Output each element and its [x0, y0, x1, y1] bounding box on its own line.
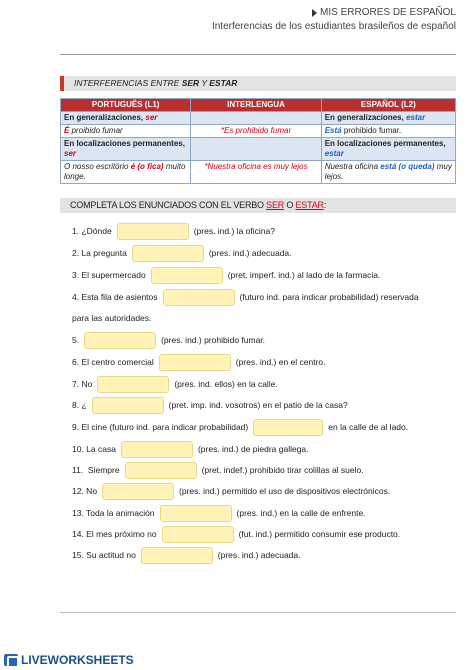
exercise-3 [72, 266, 380, 284]
table-row [61, 125, 456, 138]
exercise-2 [72, 244, 292, 262]
exercise-text: (pres. ind. ellos) en la calle. [174, 379, 278, 389]
cell-pt-example1 [61, 125, 191, 138]
exercise-7 [72, 375, 278, 393]
header-divider [60, 54, 456, 55]
text: está (o queda) [380, 162, 435, 171]
exercise-1 [72, 222, 275, 240]
header-subtitle: Interferencias de los estudiantes brasileños de español [211, 21, 456, 32]
table-row [61, 112, 456, 125]
col-header-portugues: PORTUGUÊS (L1) [61, 99, 191, 112]
exercise-5 [72, 331, 265, 349]
section2-estar: ESTAR [295, 200, 324, 210]
cell-es-example2 [321, 161, 455, 184]
exercise-text: 10. La casa [72, 444, 116, 454]
exercise-text: 15. Su actitud no [72, 550, 136, 560]
text: proibido fumar [69, 126, 123, 135]
exercise-text: (fut. ind.) permitido consumir ese producto. [238, 529, 401, 539]
section1-and: Y [199, 78, 210, 88]
exercise-4-cont [72, 309, 151, 327]
cell-empty [191, 138, 321, 161]
text: muy lejos. [324, 162, 452, 181]
answer-input-2[interactable] [132, 245, 204, 262]
table-row [61, 161, 456, 184]
answer-input-15[interactable] [141, 547, 213, 564]
exercise-text: para las autoridades. [72, 313, 152, 323]
table-header-row [61, 99, 456, 112]
col-header-interlengua: INTERLENGUA [191, 99, 321, 112]
cell-pt-rule1 [61, 112, 191, 125]
exercise-text: (pret. imp. ind. vosotros) en el patio de la casa? [168, 400, 348, 410]
answer-input-9[interactable] [253, 419, 323, 436]
exercise-text: (pres. ind.) en la calle de enfrente. [236, 508, 366, 518]
section1-estar: ESTAR [209, 78, 238, 88]
section2-o: O [284, 200, 296, 210]
liveworksheets-brand: LIVEWORKSHEETS [21, 653, 134, 667]
exercise-text: en la calle de al lado. [328, 422, 409, 432]
exercise-14 [72, 525, 400, 543]
exercise-text: 2. La pregunta [72, 248, 127, 258]
text: estar [324, 149, 344, 158]
exercise-text: (pres. ind.) permitido el uso de dispositivos electrónicos. [179, 486, 391, 496]
header-title: MIS ERRORES DE ESPAÑOL [320, 7, 456, 18]
answer-input-14[interactable] [162, 526, 234, 543]
exercise-11 [72, 461, 364, 479]
exercise-text: (futuro ind. para indicar probabilidad) reservada [239, 292, 419, 302]
exercise-text: (pres. ind.) de piedra gallega. [197, 444, 309, 454]
section2-suffix: : [323, 200, 327, 210]
exercise-text: (pres. ind.) en el centro. [235, 357, 326, 367]
exercise-4 [72, 288, 419, 306]
exercise-15 [72, 546, 301, 564]
cell-pt-example2 [61, 161, 191, 184]
answer-input-1[interactable] [117, 223, 189, 240]
exercise-text: 6. El centro comercial [72, 357, 154, 367]
answer-input-13[interactable] [160, 505, 232, 522]
text: Nuestra oficina [324, 162, 381, 171]
exercise-text: 3. El supermercado [72, 270, 146, 280]
cell-es-example1 [321, 125, 455, 138]
cell-es-rule2 [321, 138, 455, 161]
liveworksheets-logo[interactable] [4, 653, 134, 667]
exercise-text: 12. No [72, 486, 98, 496]
exercise-6 [72, 353, 326, 371]
cell-empty [191, 112, 321, 125]
answer-input-4[interactable] [163, 289, 235, 306]
exercise-text: 9. El cine (futuro ind. para indicar probabilidad) [72, 422, 249, 432]
answer-input-10[interactable] [121, 441, 193, 458]
exercise-text: (pret. indef.) prohibido tirar colillas al suelo. [201, 465, 364, 475]
section1-prefix: INTERFERENCIAS ENTRE [74, 78, 182, 88]
cell-inter-example1: *Es prohibido fumar [191, 125, 321, 138]
cell-es-rule1 [321, 112, 455, 125]
exercise-10 [72, 440, 309, 458]
exercise-8 [72, 396, 348, 414]
answer-input-6[interactable] [159, 354, 231, 371]
exercise-12 [72, 482, 390, 500]
exercise-9 [72, 418, 408, 436]
section2-prefix: COMPLETA LOS ENUNCIADOS CON EL VERBO [70, 200, 267, 210]
exercise-text: (pres. ind.) prohibido fumar. [161, 335, 266, 345]
exercise-text: 4. Esta fila de asientos [72, 292, 158, 302]
text: En generalizaciones, [324, 113, 407, 122]
section-title-completa [60, 198, 456, 213]
text: En localizaciones permanentes, [324, 139, 446, 148]
cell-pt-rule2 [61, 138, 191, 161]
page-header [212, 6, 456, 33]
answer-input-5[interactable] [84, 332, 156, 349]
liveworksheets-logo-icon [4, 654, 18, 666]
footer-divider [60, 612, 456, 613]
exercise-text: 14. El mes próximo no [72, 529, 157, 539]
text: muito longe. [64, 162, 186, 181]
header-title-row [212, 6, 456, 20]
col-header-espanol: ESPAÑOL (L2) [321, 99, 455, 112]
text: É [64, 126, 70, 135]
exercise-text: (pres. ind.) adecuada. [208, 248, 292, 258]
exercise-text: (pres. ind.) adecuada. [217, 550, 301, 560]
table-row [61, 138, 456, 161]
answer-input-12[interactable] [102, 483, 174, 500]
text: é (o fica) [130, 162, 164, 171]
exercise-text: (pret. imperf. ind.) al lado de la farmacia. [227, 270, 381, 280]
text: ser [145, 113, 158, 122]
cell-inter-example2: *Nuestra oficina es muy lejos [191, 161, 321, 184]
play-triangle-icon [312, 9, 317, 17]
answer-input-8[interactable] [92, 397, 164, 414]
exercise-text: 5. [72, 335, 80, 345]
section1-ser: SER [181, 78, 200, 88]
answer-input-11[interactable] [125, 462, 197, 479]
exercise-text: 1. ¿Dónde [72, 226, 112, 236]
interference-table [60, 98, 456, 184]
exercise-text: (pres. ind.) la oficina? [193, 226, 275, 236]
text: Está [324, 126, 342, 135]
exercise-text: 11. Siempre [72, 465, 120, 475]
text: estar [406, 113, 426, 122]
text: ser [64, 149, 77, 158]
text: prohibido fumar. [341, 126, 402, 135]
exercise-13 [72, 504, 366, 522]
text: En localizaciones permanentes, [64, 139, 185, 148]
answer-input-7[interactable] [97, 376, 169, 393]
exercise-text: 8. ¿ [72, 400, 87, 410]
section-title-interferencias [60, 76, 456, 91]
exercise-text: 7. No [72, 379, 93, 389]
exercise-text: 13. Toda la animación [72, 508, 155, 518]
text: En generalizaciones, [64, 113, 146, 122]
answer-input-3[interactable] [151, 267, 223, 284]
text: O nosso escritório [64, 162, 131, 171]
section2-ser: SER [266, 200, 285, 210]
